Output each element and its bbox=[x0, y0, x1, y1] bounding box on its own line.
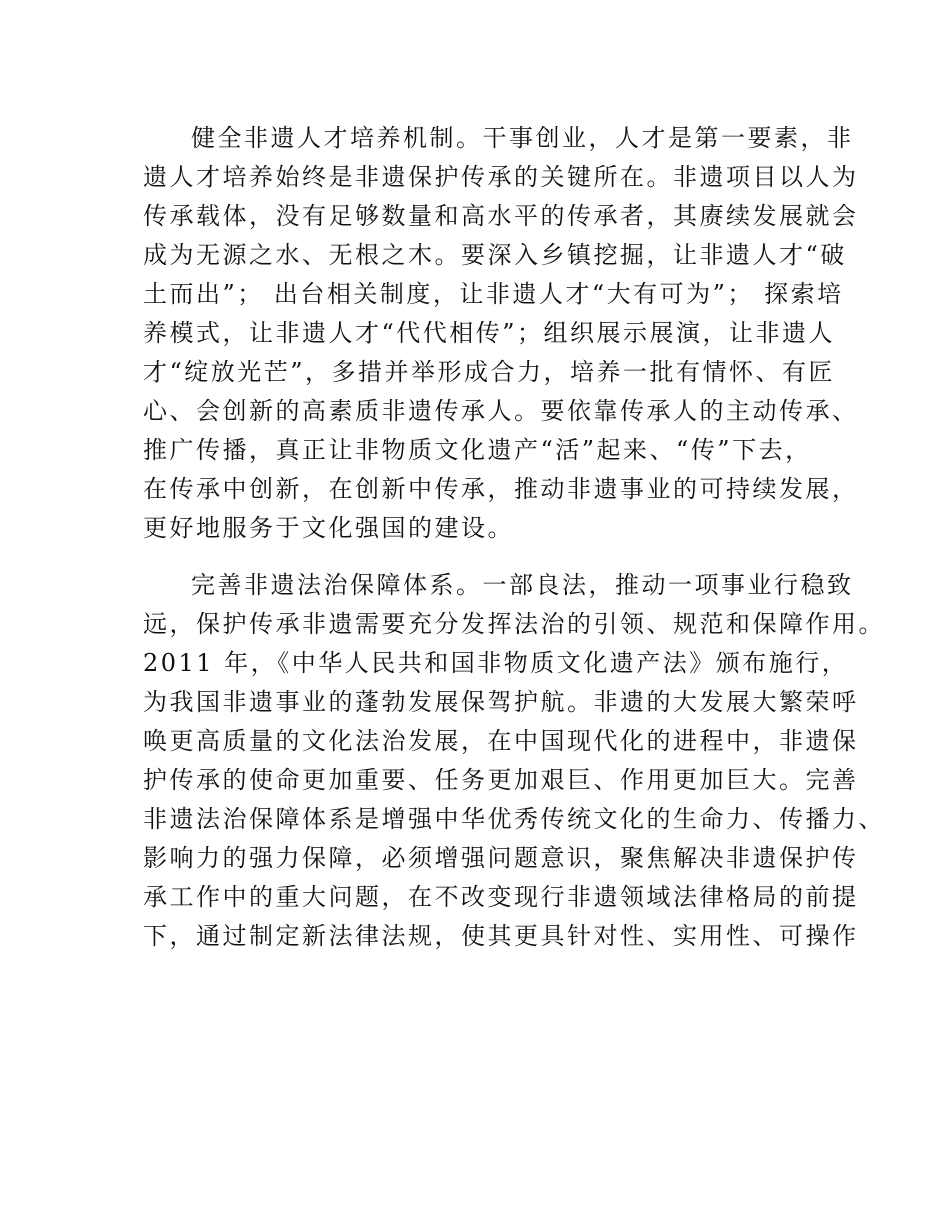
paragraph-line: 非遗法治保障体系是增强中华优秀传统文化的生命力、传播力、 bbox=[143, 805, 885, 833]
paragraph-line: 推广传播，真正让非物质文化遗产“活”起来、“传”下去， bbox=[143, 436, 812, 464]
paragraph-line: 2011 年，《中华人民共和国非物质文化遗产法》颁布施行， bbox=[143, 649, 849, 677]
paragraph-line: 成为无源之水、无根之木。要深入乡镇挖掘，让非遗人才“破 bbox=[143, 241, 847, 269]
paragraph-line: 护传承的使命更加重要、任务更加艰巨、作用更加巨大。完善 bbox=[143, 766, 859, 794]
paragraph-line: 更好地服务于文化强国的建设。 bbox=[143, 514, 514, 542]
paragraph-line: 完善非遗法治保障体系。一部良法，推动一项事业行稳致 bbox=[191, 571, 854, 599]
paragraph-line: 唤更高质量的文化法治发展，在中国现代化的进程中，非遗保 bbox=[143, 727, 859, 755]
paragraph-legal-protection bbox=[143, 566, 885, 956]
paragraph-spacer bbox=[143, 548, 833, 566]
paragraph-line: 传承载体，没有足够数量和高水平的传承者，其赓续发展就会 bbox=[143, 202, 859, 230]
body-text bbox=[143, 119, 885, 956]
paragraph-line: 土而出”； 出台相关制度，让非遗人才“大有可为”； 探索培 bbox=[143, 280, 844, 308]
paragraph-line: 影响力的强力保障，必须增强问题意识，聚焦解决非遗保护传 bbox=[143, 844, 859, 872]
paragraph-line: 在传承中创新，在创新中传承，推动非遗事业的可持续发展， bbox=[143, 475, 859, 503]
paragraph-line: 为我国非遗事业的蓬勃发展保驾护航。非遗的大发展大繁荣呼 bbox=[143, 688, 859, 716]
paragraph-line: 承工作中的重大问题，在不改变现行非遗领域法律格局的前提 bbox=[143, 883, 859, 911]
paragraph-line: 健全非遗人才培养机制。干事创业，人才是第一要素，非 bbox=[191, 124, 854, 152]
paragraph-line: 下，通过制定新法律法规，使其更具针对性、实用性、可操作 bbox=[143, 922, 859, 950]
paragraph-talent-training bbox=[143, 119, 859, 548]
paragraph-line: 远，保护传承非遗需要充分发挥法治的引领、规范和保障作用。 bbox=[143, 610, 885, 638]
paragraph-line: 养模式，让非遗人才“代代相传”；组织展示展演，让非遗人 bbox=[143, 319, 836, 347]
paragraph-line: 心、会创新的高素质非遗传承人。要依靠传承人的主动传承、 bbox=[143, 397, 859, 425]
paragraph-line: 才“绽放光芒”，多措并举形成合力，培养一批有情怀、有匠 bbox=[143, 358, 836, 386]
paragraph-line: 遗人才培养始终是非遗保护传承的关键所在。非遗项目以人为 bbox=[143, 163, 859, 191]
